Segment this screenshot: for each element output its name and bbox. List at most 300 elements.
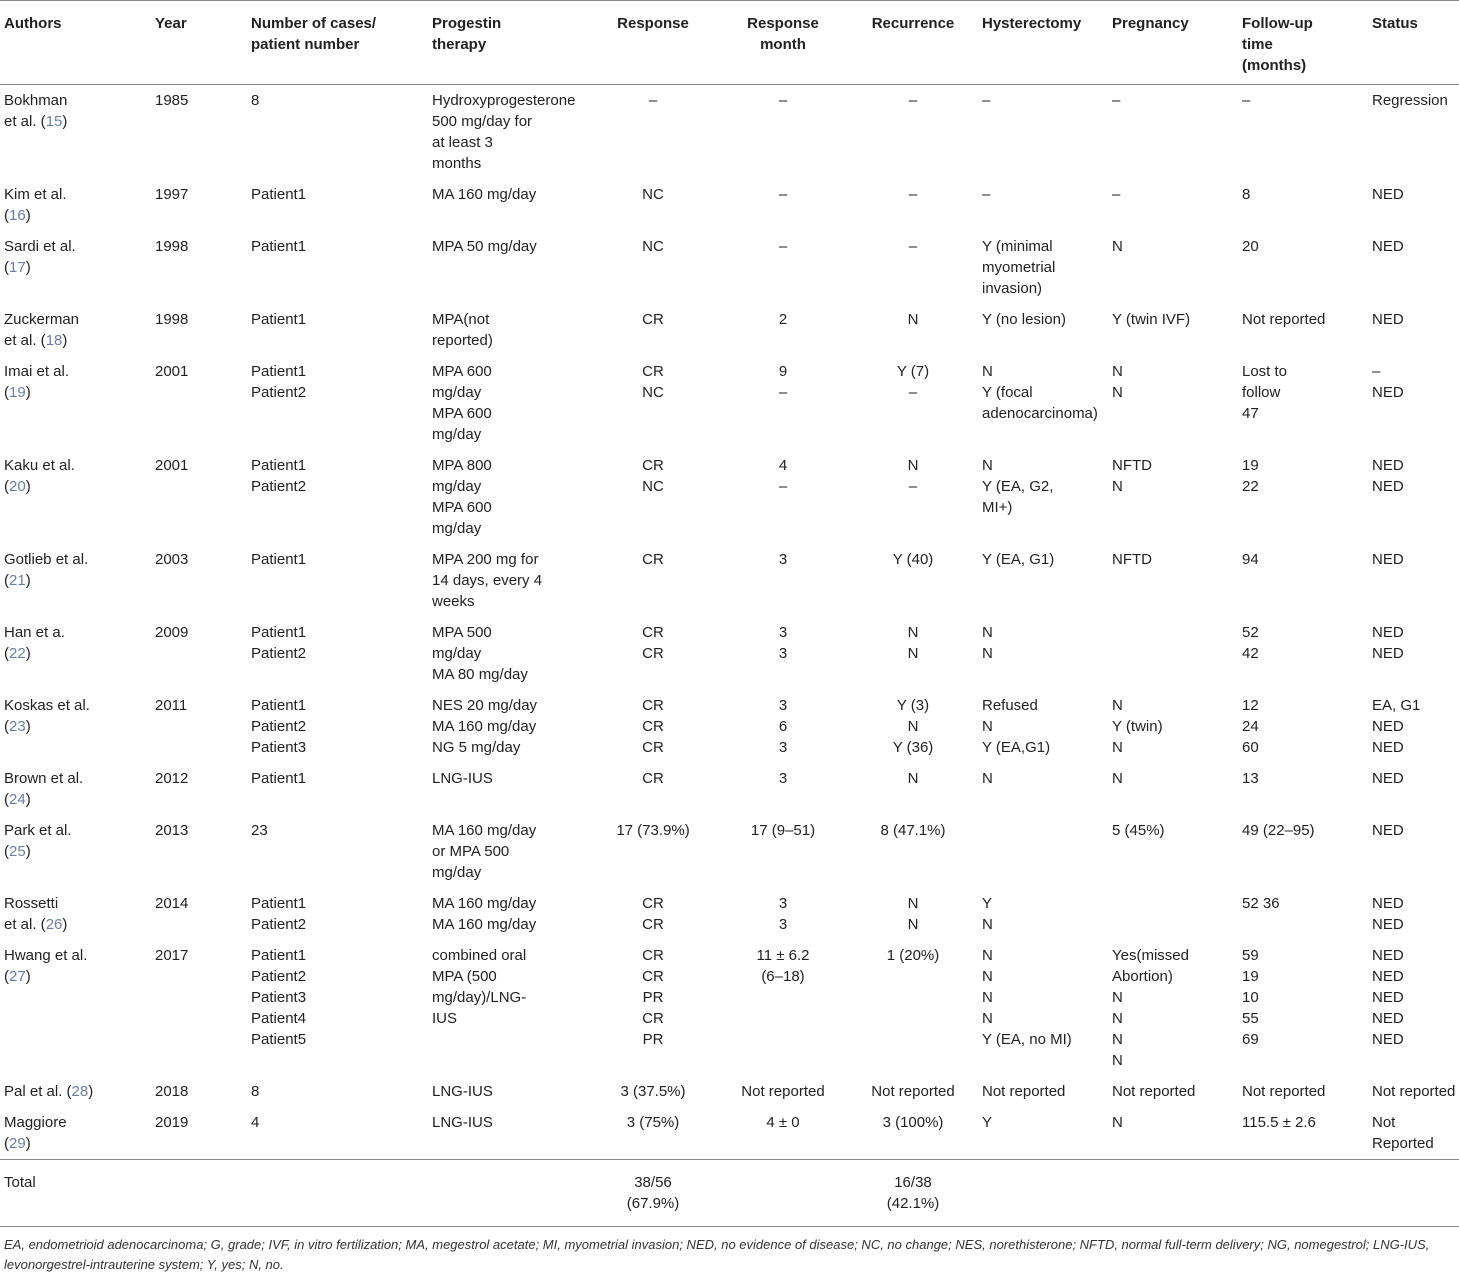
cell-author: Zuckerman et al. (18) bbox=[4, 311, 80, 349]
cell-status bbox=[1368, 1076, 1459, 1107]
reference-link[interactable]: 23 bbox=[9, 718, 26, 735]
cell-author: Bokhman et al. (15) bbox=[4, 92, 68, 130]
cell-line: NED bbox=[1372, 822, 1404, 839]
cell-therapy bbox=[428, 617, 588, 690]
cell-line: month bbox=[760, 36, 806, 53]
cell-line: N bbox=[982, 624, 993, 641]
table-row bbox=[0, 304, 1459, 356]
cell-hysterectomy bbox=[978, 815, 1108, 888]
cell-line: – bbox=[778, 92, 788, 109]
cell-line: Patient2 bbox=[251, 916, 307, 933]
cell-line: N bbox=[907, 770, 919, 787]
cell-line: Response bbox=[747, 15, 819, 32]
cell-line: NED bbox=[1372, 645, 1404, 662]
header-row bbox=[0, 1, 1459, 85]
cell-author: Sardi et al. (17) bbox=[4, 238, 76, 276]
cell-line: Patient1 bbox=[251, 947, 307, 964]
cell-line: 3 bbox=[778, 624, 788, 641]
cell-line: Y bbox=[982, 1114, 993, 1131]
cell-line: Not reported bbox=[1112, 1083, 1196, 1100]
header-response-month bbox=[718, 1, 848, 85]
cell-status bbox=[1368, 1107, 1459, 1160]
cell-year: 1998 bbox=[155, 311, 189, 328]
cell-line: Follow-up bbox=[1242, 15, 1313, 32]
cell-line: 500 mg/day for bbox=[432, 113, 533, 130]
cell-line: 38/56 bbox=[634, 1174, 672, 1191]
cell-line: 5 (45%) bbox=[1112, 822, 1165, 839]
cell-line: N bbox=[1112, 1052, 1123, 1069]
cell-line: Progestin bbox=[432, 15, 502, 32]
table-row bbox=[0, 690, 1459, 763]
cell-line: Y (no lesion) bbox=[982, 311, 1066, 328]
cell-line: – bbox=[778, 186, 788, 203]
cell-line: 24 bbox=[1242, 718, 1259, 735]
cell-followup bbox=[1238, 815, 1368, 888]
cell-line: MA 80 mg/day bbox=[432, 666, 528, 683]
cell-line: weeks bbox=[432, 593, 475, 610]
cell-author: Kim et al. (16) bbox=[4, 186, 67, 224]
cell-line: mg/day bbox=[432, 426, 482, 443]
cell-response bbox=[588, 179, 718, 231]
cell-line: 12 bbox=[1242, 697, 1259, 714]
cell-line: MA 160 mg/day bbox=[432, 186, 537, 203]
cell-line: NED bbox=[1372, 238, 1404, 255]
cell-therapy bbox=[428, 231, 588, 304]
cell-line: time bbox=[1242, 36, 1273, 53]
cell-line: 8 bbox=[251, 92, 260, 109]
cell-line: Lost to bbox=[1242, 363, 1288, 380]
cell-status bbox=[1368, 179, 1459, 231]
cell-line: – bbox=[908, 384, 918, 401]
cell-line: 115.5 ± 2.6 bbox=[1242, 1114, 1316, 1131]
table-row bbox=[0, 763, 1459, 815]
cell-line: CR bbox=[642, 551, 664, 568]
cell-line: Y (EA, G2, bbox=[982, 478, 1054, 495]
cell-line: 3 bbox=[778, 739, 788, 756]
cell-response-month bbox=[718, 231, 848, 304]
cell-line: NED bbox=[1372, 947, 1404, 964]
cell-line: NFTD bbox=[1112, 457, 1152, 474]
cell-response bbox=[588, 763, 718, 815]
cell-line: NES 20 mg/day bbox=[432, 697, 538, 714]
cell-line: LNG-IUS bbox=[432, 1083, 493, 1100]
cell-line: 17 (73.9%) bbox=[616, 822, 690, 839]
cell-line: CR bbox=[642, 916, 664, 933]
cell-recurrence bbox=[848, 763, 978, 815]
cell-line: NED bbox=[1372, 989, 1404, 1006]
total-row bbox=[0, 1160, 1459, 1227]
cell-line: – bbox=[982, 186, 991, 203]
cell-line: – bbox=[778, 238, 788, 255]
cell-therapy bbox=[428, 179, 588, 231]
cell-line: CR bbox=[642, 739, 664, 756]
cell-pregnancy bbox=[1108, 940, 1238, 1076]
reference-link[interactable]: 25 bbox=[9, 843, 26, 860]
reference-link[interactable]: 27 bbox=[9, 968, 26, 985]
cell-therapy bbox=[428, 85, 588, 180]
table-row bbox=[0, 1076, 1459, 1107]
cell-line: 52 36 bbox=[1242, 895, 1280, 912]
cell-response bbox=[588, 815, 718, 888]
cell-cases bbox=[247, 940, 428, 1076]
cell-cases bbox=[247, 356, 428, 450]
cell-line: mg/day)/LNG- bbox=[432, 989, 527, 1006]
cell-line: Patient1 bbox=[251, 311, 307, 328]
cell-status bbox=[1368, 617, 1459, 690]
cell-author: Gotlieb et al. (21) bbox=[4, 551, 89, 589]
cell-status bbox=[1368, 763, 1459, 815]
cell-line: MA 160 mg/day bbox=[432, 916, 537, 933]
cell-pregnancy bbox=[1108, 85, 1238, 180]
cell-followup bbox=[1238, 179, 1368, 231]
cell-line: 4 bbox=[251, 1114, 260, 1131]
cell-pregnancy bbox=[1108, 617, 1238, 690]
cell-year: 2011 bbox=[155, 697, 188, 714]
reference-link[interactable]: 24 bbox=[9, 791, 26, 808]
cell-author: Hwang et al. (27) bbox=[4, 947, 88, 985]
cell-line: 3 bbox=[778, 770, 788, 787]
cell-recurrence bbox=[848, 888, 978, 940]
cell-line: 49 (22–95) bbox=[1242, 822, 1315, 839]
table-footnote: EA, endometrioid adenocarcinoma; G, grade; IVF, in vitro fertilization; MA, megestrol acetate; MI, myometrial invasion; NED, no evidence of disease; NC, no change; NES, norethisterone; NFTD, normal full-term delivery; NG, nomegestrol; LNG-IUS, levonorgestrel-intrauterine system; Y, yes; N, no. bbox=[4, 1237, 1430, 1272]
cell-line: Patient3 bbox=[251, 739, 307, 756]
cell-cases bbox=[247, 1076, 428, 1107]
cell-author: Koskas et al. (23) bbox=[4, 697, 90, 735]
cell-line: N bbox=[1112, 1031, 1123, 1048]
reference-link[interactable]: 28 bbox=[71, 1083, 89, 1100]
cell-line: N bbox=[1112, 238, 1123, 255]
cell-line: Patient2 bbox=[251, 478, 307, 495]
cell-line: IUS bbox=[432, 1010, 458, 1027]
cell-line: 52 bbox=[1242, 624, 1259, 641]
cell-year: 1985 bbox=[155, 92, 189, 109]
cell-line: Y (3) bbox=[896, 697, 930, 714]
cell-line: NC bbox=[642, 384, 664, 401]
cell-followup bbox=[1238, 450, 1368, 544]
cell-line: 23 bbox=[251, 822, 268, 839]
cell-line: PR bbox=[642, 1031, 664, 1048]
cell-line: MPA (500 bbox=[432, 968, 497, 985]
cell-line: Patient1 bbox=[251, 697, 307, 714]
cell-response-month bbox=[718, 815, 848, 888]
cell-line: Hydroxyprogesterone bbox=[432, 92, 576, 109]
cell-line: MA 160 mg/day bbox=[432, 895, 537, 912]
cell-line: at least 3 bbox=[432, 134, 493, 151]
cell-line: (67.9%) bbox=[626, 1195, 680, 1212]
cell-year: 2001 bbox=[155, 457, 189, 474]
reference-link[interactable]: 16 bbox=[9, 207, 26, 224]
cell-status bbox=[1368, 690, 1459, 763]
cell-line: mg/day bbox=[432, 520, 482, 537]
cell-line: NC bbox=[642, 186, 664, 203]
cell-line: Patient5 bbox=[251, 1031, 307, 1048]
cell-line: N bbox=[982, 968, 993, 985]
cell-line: 4 bbox=[778, 457, 788, 474]
cell-line: Not reported bbox=[982, 1083, 1066, 1100]
cell-pregnancy bbox=[1108, 1076, 1238, 1107]
cell-followup bbox=[1238, 617, 1368, 690]
cell-line: 3 bbox=[778, 645, 788, 662]
cell-response bbox=[588, 888, 718, 940]
header-recurrence: Recurrence bbox=[871, 15, 955, 32]
reference-link[interactable]: 19 bbox=[9, 384, 26, 401]
cell-line: 19 bbox=[1242, 968, 1259, 985]
cell-line: 3 (75%) bbox=[626, 1114, 680, 1131]
cell-line: CR bbox=[642, 947, 664, 964]
cell-cases bbox=[247, 690, 428, 763]
cell-year: 2017 bbox=[155, 947, 189, 964]
cell-line: (42.1%) bbox=[886, 1195, 940, 1212]
cell-line: 3 bbox=[778, 551, 788, 568]
cell-line: N bbox=[982, 457, 993, 474]
cell-year: 1997 bbox=[155, 186, 189, 203]
cell-line: NFTD bbox=[1112, 551, 1152, 568]
cell-line: 94 bbox=[1242, 551, 1259, 568]
cell-cases bbox=[247, 1107, 428, 1160]
cell-line: 2 bbox=[778, 311, 788, 328]
cell-followup bbox=[1238, 763, 1368, 815]
cell-line: 17 (9–51) bbox=[750, 822, 816, 839]
cell-year: 1998 bbox=[155, 238, 189, 255]
cell-line: myometrial bbox=[982, 259, 1056, 276]
cell-response bbox=[588, 940, 718, 1076]
table-row bbox=[0, 815, 1459, 888]
cell-line: CR bbox=[642, 718, 664, 735]
cell-line: NED bbox=[1372, 478, 1404, 495]
cell-hysterectomy bbox=[978, 1076, 1108, 1107]
cell-followup bbox=[1238, 304, 1368, 356]
cell-author: Park et al. (25) bbox=[4, 822, 72, 860]
cell-line: NED bbox=[1372, 968, 1404, 985]
reference-link[interactable]: 22 bbox=[9, 645, 26, 662]
cell-therapy bbox=[428, 450, 588, 544]
cell-year: 2014 bbox=[155, 895, 189, 912]
cell-line: N bbox=[1112, 989, 1123, 1006]
cell-line: – bbox=[908, 238, 918, 255]
cell-recurrence bbox=[848, 940, 978, 1076]
cell-response-month bbox=[718, 940, 848, 1076]
cell-line: Refused bbox=[982, 697, 1038, 714]
cell-line: adenocarcinoma) bbox=[982, 405, 1098, 422]
cell-line: 14 days, every 4 bbox=[432, 572, 543, 589]
cell-line: N bbox=[1112, 697, 1123, 714]
cell-line: CR bbox=[642, 697, 664, 714]
cell-line: Patient1 bbox=[251, 363, 307, 380]
cell-line: NED bbox=[1372, 384, 1404, 401]
cell-hysterectomy bbox=[978, 940, 1108, 1076]
cell-response-month bbox=[718, 304, 848, 356]
cell-line: MPA(not bbox=[432, 311, 490, 328]
cell-line: Regression bbox=[1372, 92, 1448, 109]
cell-line: NC bbox=[642, 478, 664, 495]
header-cases bbox=[247, 1, 428, 85]
cell-line: – bbox=[1112, 186, 1121, 203]
cell-hysterectomy bbox=[978, 304, 1108, 356]
cell-pregnancy bbox=[1108, 450, 1238, 544]
cell-therapy bbox=[428, 815, 588, 888]
cell-hysterectomy bbox=[978, 888, 1108, 940]
cell-response-month bbox=[718, 544, 848, 617]
cell-line: N bbox=[1112, 1010, 1123, 1027]
cell-line: N bbox=[982, 989, 993, 1006]
cell-line: N bbox=[982, 916, 993, 933]
cell-therapy bbox=[428, 940, 588, 1076]
cell-followup bbox=[1238, 690, 1368, 763]
cell-year: 2013 bbox=[155, 822, 189, 839]
cell-response bbox=[588, 690, 718, 763]
table-row bbox=[0, 544, 1459, 617]
cell-status bbox=[1368, 544, 1459, 617]
total-response bbox=[588, 1160, 718, 1227]
reference-link[interactable]: 26 bbox=[45, 916, 63, 933]
cell-line: – bbox=[1242, 92, 1251, 109]
cell-line: Reported bbox=[1372, 1135, 1434, 1152]
cell-line: 55 bbox=[1242, 1010, 1259, 1027]
cell-response-month bbox=[718, 450, 848, 544]
cell-response bbox=[588, 231, 718, 304]
cell-line: 3 bbox=[778, 916, 788, 933]
cell-line: NC bbox=[642, 238, 664, 255]
cell-line: 11 ± 6.2 bbox=[756, 947, 810, 964]
cell-response-month bbox=[718, 888, 848, 940]
cell-line: Not reported bbox=[1372, 1083, 1456, 1100]
cell-line: N bbox=[907, 624, 919, 641]
cell-line: 22 bbox=[1242, 478, 1259, 495]
cell-response-month bbox=[718, 85, 848, 180]
cell-therapy bbox=[428, 304, 588, 356]
cell-cases bbox=[247, 815, 428, 888]
cell-author: Pal et al. (28) bbox=[4, 1083, 94, 1100]
cell-line: N bbox=[982, 770, 993, 787]
cell-pregnancy bbox=[1108, 763, 1238, 815]
cell-year: 2018 bbox=[155, 1083, 189, 1100]
table-row bbox=[0, 888, 1459, 940]
cell-followup bbox=[1238, 888, 1368, 940]
cell-line: CR bbox=[642, 770, 664, 787]
cell-line: N bbox=[982, 363, 993, 380]
cell-line: N bbox=[907, 718, 919, 735]
cell-line: 3 (100%) bbox=[882, 1114, 944, 1131]
cell-status bbox=[1368, 304, 1459, 356]
header-response: Response bbox=[617, 15, 689, 32]
cell-status bbox=[1368, 231, 1459, 304]
reference-link[interactable]: 17 bbox=[9, 259, 26, 276]
cell-hysterectomy bbox=[978, 763, 1108, 815]
cell-cases bbox=[247, 85, 428, 180]
cell-line: EA, G1 bbox=[1372, 697, 1421, 714]
cell-line: N bbox=[1112, 363, 1123, 380]
cell-line: – bbox=[778, 478, 788, 495]
cell-therapy bbox=[428, 356, 588, 450]
cell-line: 3 (37.5%) bbox=[620, 1083, 686, 1100]
cell-line: NED bbox=[1372, 624, 1404, 641]
cell-line: Patient1 bbox=[251, 238, 307, 255]
table-row bbox=[0, 356, 1459, 450]
reference-link[interactable]: 29 bbox=[9, 1135, 26, 1152]
cell-pregnancy bbox=[1108, 1107, 1238, 1160]
cell-author: Brown et al. (24) bbox=[4, 770, 84, 808]
cell-recurrence bbox=[848, 1076, 978, 1107]
cell-line: MPA 600 bbox=[432, 363, 492, 380]
cell-author: Maggiore (29) bbox=[4, 1114, 67, 1152]
cell-followup bbox=[1238, 231, 1368, 304]
cell-pregnancy bbox=[1108, 544, 1238, 617]
total-recurrence bbox=[848, 1160, 978, 1227]
cell-line: NED bbox=[1372, 551, 1404, 568]
cell-line: Y (twin) bbox=[1112, 718, 1163, 735]
cell-line: Not reported bbox=[1242, 311, 1326, 328]
cell-line: Not bbox=[1372, 1114, 1396, 1131]
cell-author: Kaku et al. (20) bbox=[4, 457, 75, 495]
cell-line: or MPA 500 bbox=[432, 843, 510, 860]
cell-line: Patient1 bbox=[251, 624, 307, 641]
cell-followup bbox=[1238, 940, 1368, 1076]
cell-year: 2019 bbox=[155, 1114, 189, 1131]
cell-response-month bbox=[718, 763, 848, 815]
cell-year: 2001 bbox=[155, 363, 189, 380]
cell-hysterectomy bbox=[978, 179, 1108, 231]
cell-response-month bbox=[718, 1076, 848, 1107]
header-hysterectomy: Hysterectomy bbox=[982, 15, 1082, 32]
reference-link[interactable]: 18 bbox=[45, 332, 63, 349]
cell-response-month bbox=[718, 356, 848, 450]
cell-line: mg/day bbox=[432, 384, 482, 401]
cell-line: 19 bbox=[1242, 457, 1259, 474]
cell-response bbox=[588, 85, 718, 180]
cell-line: Y (36) bbox=[892, 739, 934, 756]
header-therapy bbox=[428, 1, 588, 85]
cell-hysterectomy bbox=[978, 544, 1108, 617]
reference-link[interactable]: 21 bbox=[9, 572, 26, 589]
total-label: Total bbox=[4, 1174, 36, 1191]
cell-line: 8 bbox=[1242, 186, 1251, 203]
cell-line: N bbox=[907, 895, 919, 912]
cell-line: CR bbox=[642, 624, 664, 641]
cell-line: MA 160 mg/day bbox=[432, 822, 537, 839]
cell-line: Patient3 bbox=[251, 989, 307, 1006]
cell-hysterectomy bbox=[978, 231, 1108, 304]
reference-link[interactable]: 15 bbox=[45, 113, 63, 130]
reference-link[interactable]: 20 bbox=[9, 478, 26, 495]
cell-line: follow bbox=[1242, 384, 1281, 401]
cell-line: – bbox=[982, 92, 991, 109]
cell-line: LNG-IUS bbox=[432, 770, 493, 787]
cell-year: 2012 bbox=[155, 770, 189, 787]
cell-line: – bbox=[908, 478, 918, 495]
cell-author: Imai et al. (19) bbox=[4, 363, 70, 401]
cell-line: 3 bbox=[778, 895, 788, 912]
cell-line: Patient2 bbox=[251, 968, 307, 985]
cell-line: N bbox=[982, 947, 993, 964]
cell-line: Patient2 bbox=[251, 384, 307, 401]
cell-line: 6 bbox=[778, 718, 788, 735]
cell-hysterectomy bbox=[978, 85, 1108, 180]
cell-line: MPA 500 bbox=[432, 624, 492, 641]
cell-hysterectomy bbox=[978, 1107, 1108, 1160]
cell-line: MI+) bbox=[982, 499, 1013, 516]
cell-author: Rossetti et al. (26) bbox=[4, 895, 68, 933]
cell-status bbox=[1368, 940, 1459, 1076]
cell-line: Y (7) bbox=[896, 363, 930, 380]
cell-line: 8 bbox=[251, 1083, 260, 1100]
cell-pregnancy bbox=[1108, 815, 1238, 888]
cell-line: NED bbox=[1372, 186, 1404, 203]
cell-response bbox=[588, 617, 718, 690]
cell-line: Y bbox=[982, 895, 993, 912]
cell-response-month bbox=[718, 690, 848, 763]
cell-cases bbox=[247, 231, 428, 304]
cell-hysterectomy bbox=[978, 617, 1108, 690]
